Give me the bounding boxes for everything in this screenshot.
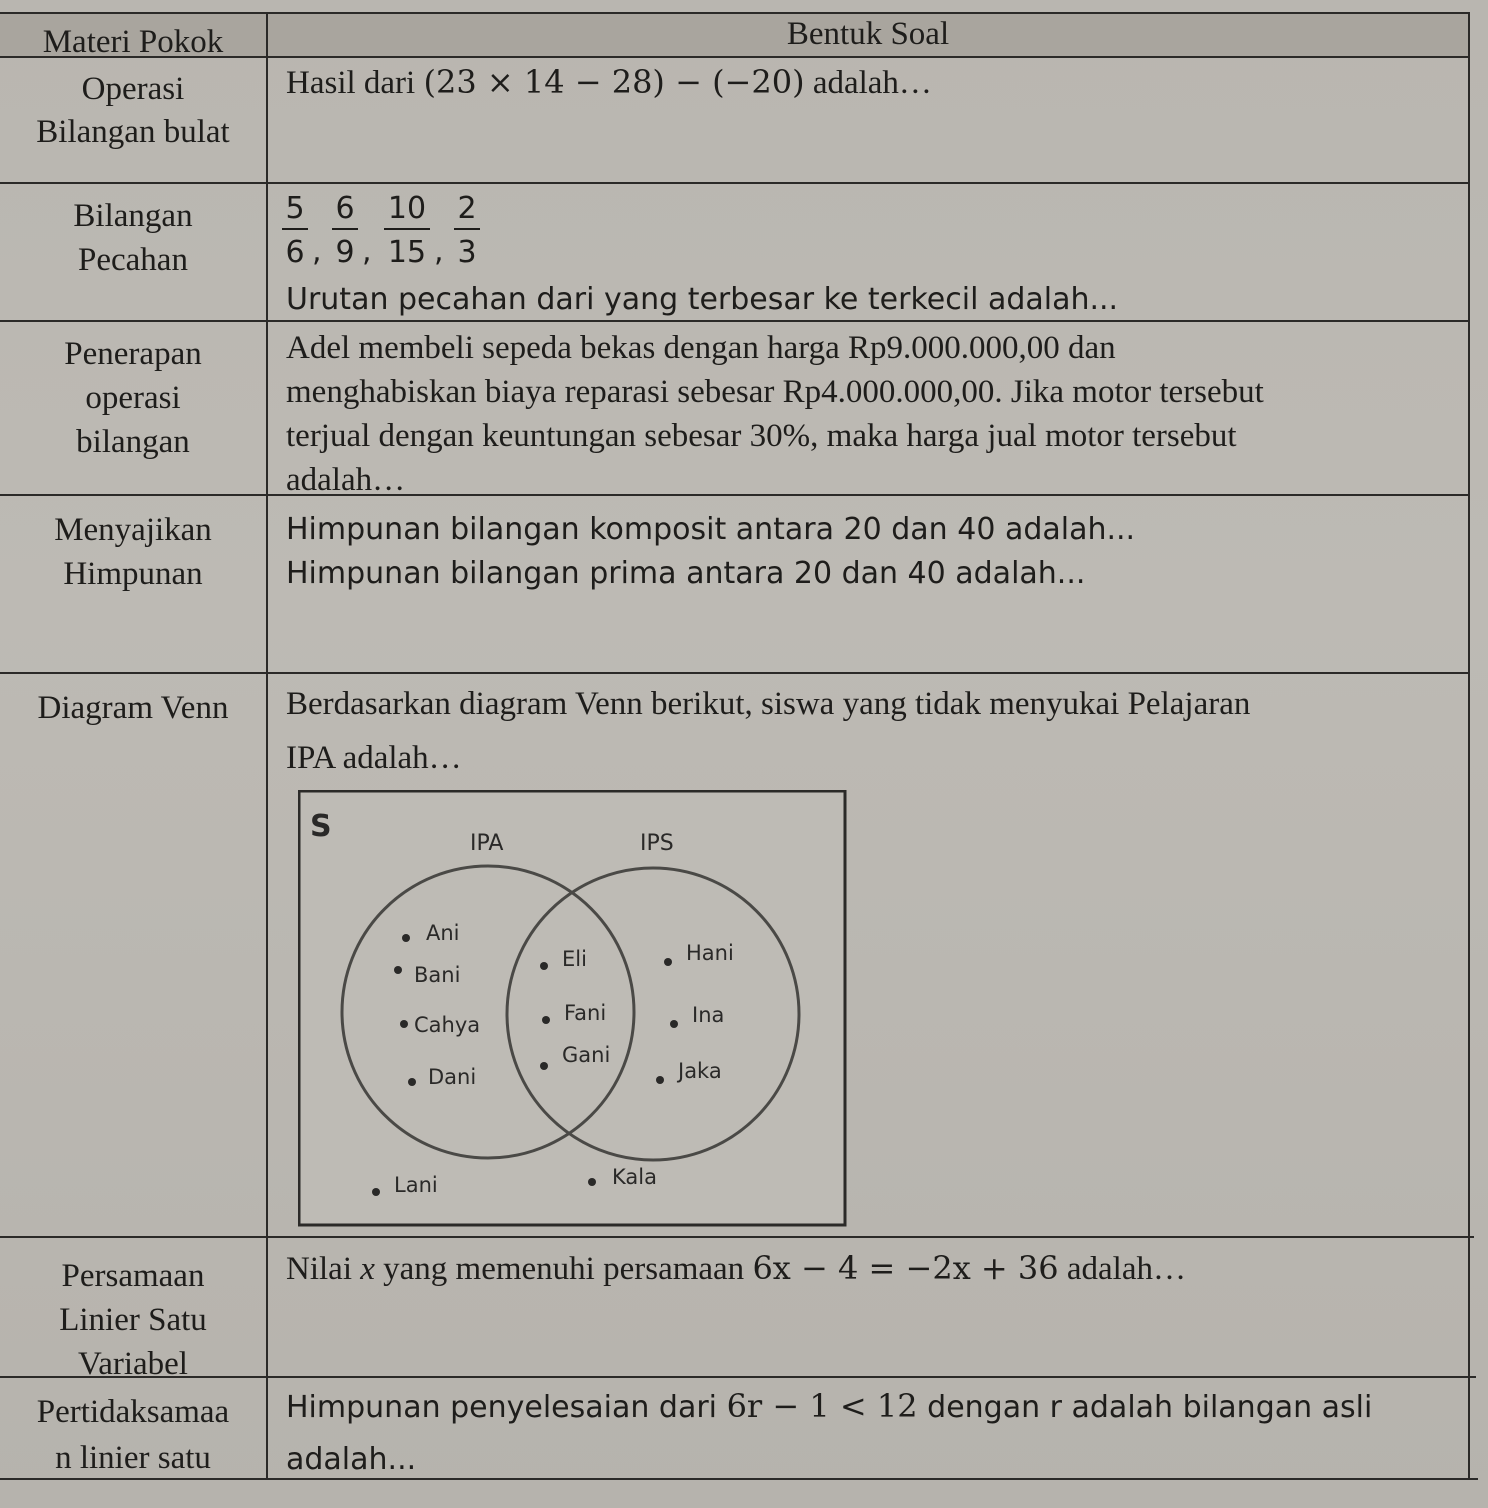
question-prefix: Hasil dari (286, 65, 424, 101)
member-dot (372, 1188, 380, 1196)
header-materi-pokok: Materi Pokok (42, 24, 224, 60)
math-expression: 6r − 1 < 12 (726, 1387, 918, 1425)
topic-line: Pecahan (78, 242, 188, 278)
member-dot (400, 1020, 408, 1028)
topic-line: Variabel (78, 1346, 188, 1382)
question-line: terjual dengan keuntungan sebesar 30%, maka harga jual motor tersebut (286, 418, 1237, 454)
member-label: Kala (612, 1165, 657, 1189)
rule (0, 1236, 1474, 1238)
math-expression: (23 × 14 − 28) − (−20) (423, 63, 805, 101)
member-dot (670, 1020, 678, 1028)
member-dot (588, 1178, 596, 1186)
set-a-label: IPA (470, 831, 504, 856)
rule (0, 672, 1470, 674)
member-dot (542, 1016, 550, 1024)
member-label: Fani (564, 1001, 607, 1025)
topic-line: Himpunan (63, 556, 203, 592)
header-bentuk-soal: Bentuk Soal (786, 16, 950, 52)
question-text (286, 1384, 1372, 1430)
member-dot (540, 962, 548, 970)
member-dot (394, 966, 402, 974)
topic-line: Bilangan (73, 198, 193, 234)
topic-line: Persamaan (61, 1258, 205, 1294)
member-dot (656, 1076, 664, 1084)
fraction: 5 6 (282, 192, 308, 270)
topic-line: Linier Satu (59, 1302, 207, 1338)
member-dot (408, 1078, 416, 1086)
set-b-label: IPS (640, 831, 674, 856)
member-label: Hani (686, 941, 734, 965)
member-label: Gani (562, 1043, 611, 1067)
member-label: Ina (692, 1003, 725, 1027)
venn-diagram (298, 790, 850, 1230)
member-label: Jaka (678, 1059, 722, 1083)
question-prefix: Nilai (286, 1251, 361, 1287)
topic-line: operasi (85, 380, 181, 416)
question-suffix: adalah… (804, 65, 932, 101)
member-label: Cahya (414, 1013, 481, 1037)
fraction-separator: , (362, 234, 372, 269)
question-middle: yang memenuhi persamaan (374, 1251, 753, 1287)
question-text (286, 1246, 1186, 1291)
rule (0, 182, 1470, 184)
member-label: Bani (414, 963, 461, 987)
member-label: Ani (426, 921, 460, 945)
topic-line: bilangan (76, 424, 190, 460)
question-text (286, 60, 932, 105)
table-right-border (1468, 12, 1470, 1480)
question-line: adalah... (286, 1442, 417, 1477)
fraction: 10 15 (384, 192, 430, 270)
topic-line: Pertidaksamaa (36, 1394, 230, 1430)
question-line: adalah… (286, 462, 406, 498)
question-text: Urutan pecahan dari yang terbesar ke terkecil adalah... (286, 282, 1119, 317)
topic-line: Diagram Venn (37, 690, 229, 726)
member-dot (664, 958, 672, 966)
member-label: Lani (394, 1173, 438, 1197)
math-expression: 6x − 4 = −2x + 36 (752, 1249, 1059, 1287)
member-dot (402, 934, 410, 942)
question-line: Himpunan bilangan prima antara 20 dan 40 adalah... (286, 556, 1086, 591)
fraction: 6 9 (332, 192, 358, 270)
fraction-separator: , (312, 234, 322, 269)
question-line: IPA adalah… (286, 740, 462, 776)
member-label: Dani (428, 1065, 477, 1089)
fraction-separator: , (434, 234, 444, 269)
question-line: Adel membeli sepeda bekas dengan harga Rp9.000.000,00 dan (286, 330, 1116, 366)
topic-line: Menyajikan (54, 512, 212, 548)
topic-line: Bilangan bulat (36, 114, 230, 150)
fraction: 2 3 (454, 192, 480, 270)
question-line: Berdasarkan diagram Venn berikut, siswa yang tidak menyukai Pelajaran (286, 686, 1251, 722)
question-line: menghabiskan biaya reparasi sebesar Rp4.000.000,00. Jika motor tersebut (286, 374, 1264, 410)
question-prefix: Himpunan penyelesaian dari (286, 1390, 727, 1425)
question-suffix: dengan r adalah bilangan asli (917, 1390, 1373, 1425)
column-divider (266, 12, 268, 1480)
question-line: Himpunan bilangan komposit antara 20 dan 40 adalah... (286, 512, 1136, 547)
topic-line: Operasi (81, 71, 185, 107)
member-dot (540, 1062, 548, 1070)
member-label: Eli (562, 947, 587, 971)
variable: x (360, 1251, 375, 1287)
topic-line: n linier satu (55, 1440, 211, 1476)
topic-line: Penerapan (64, 336, 202, 372)
universe-label: S (310, 809, 332, 844)
question-suffix: adalah… (1058, 1251, 1186, 1287)
rule (0, 494, 1470, 496)
